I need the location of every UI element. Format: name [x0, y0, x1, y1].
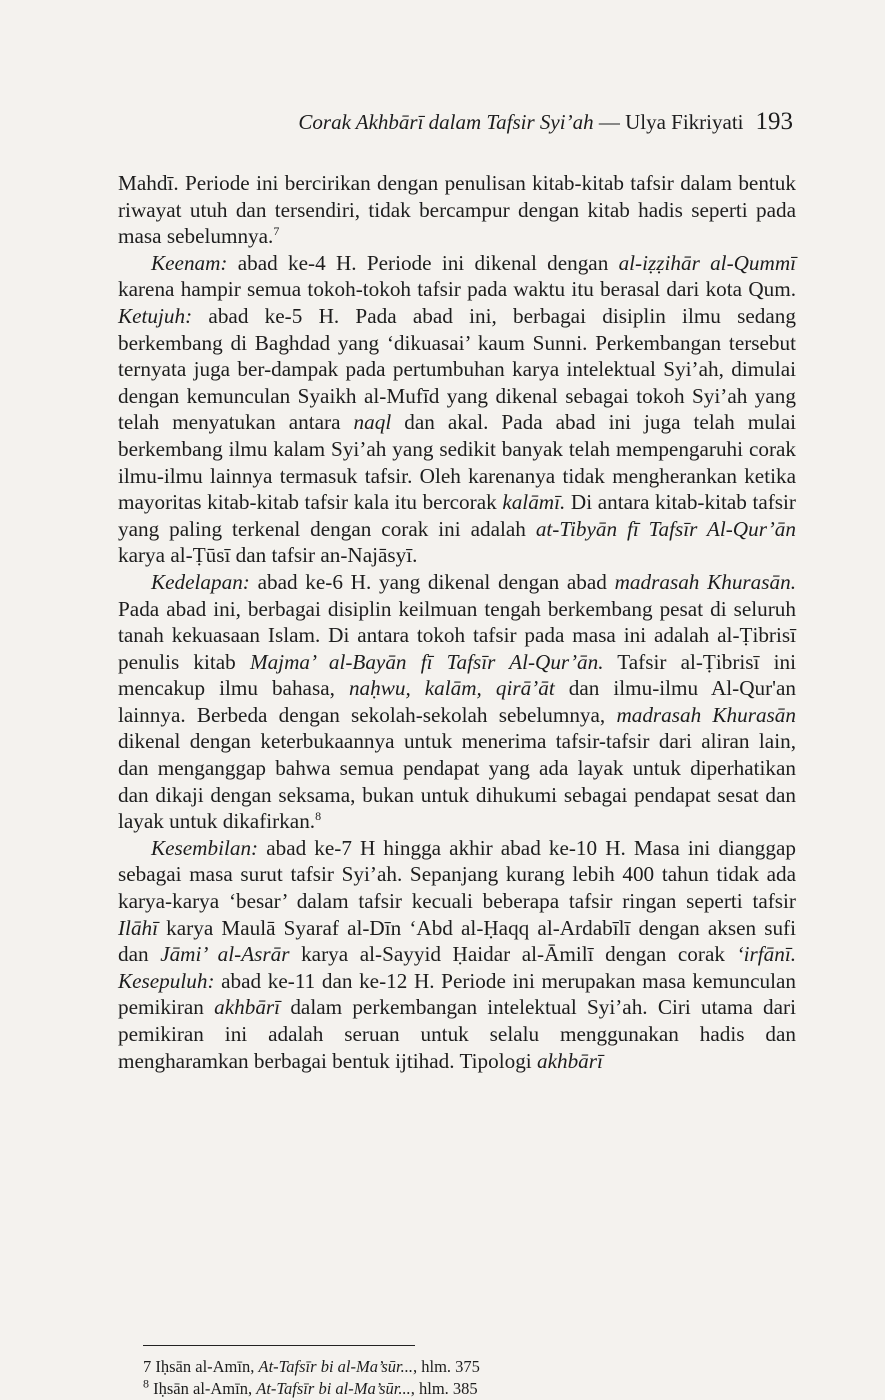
header-author: — Ulya Fikriyati [593, 110, 744, 134]
term: naql [353, 410, 392, 435]
running-header [298, 108, 793, 136]
text-run: Tafsir al-Ṭibrisī ini mencakup ilmu bahasa, [118, 649, 796, 701]
footnote-source-title: At-Tafsīr bi al-Ma’sūr... [256, 1379, 411, 1398]
term: madrasah Khurasān. [614, 569, 796, 594]
term: Majma’ al-Bayān fī Tafsīr Al-Qur’ān. [249, 649, 604, 674]
footnotes [143, 1356, 480, 1400]
text-run: Iḥsān al-Amīn, [151, 1357, 259, 1376]
term: al-iẓẓihār al-Qummī [618, 250, 797, 275]
period-label: Kesembilan: [151, 835, 259, 860]
paragraph-1 [118, 170, 796, 250]
paragraph-4 [118, 835, 796, 1074]
text-run: abad ke-7 H hingga akhir abad ke-10 H. Masa ini dianggap sebagai masa surut tafsir Syi’ah. Sepanjang kurang lebih 400 tahun tidak ada karya-karya ‘besar’ dalam tafsir kecuali beberapa tafsir ringan seperti tafsir [118, 835, 796, 914]
text-run: dan akal. Pada abad ini juga telah mulai berkembang ilmu kalam Syi’ah yang sedikit banyak telah mempengaruhi corak ilmu-ilmu lainnya termasuk tafsir. Oleh karenanya tidak mengherankan ketika mayoritas kitab-kitab tafsir kala itu bercorak [118, 410, 796, 515]
text-run: Mahdī. Periode ini bercirikan dengan penulisan kitab-kitab tafsir dalam bentuk riwayat utuh dan tersendiri, tidak bercampur dengan kitab hadis seperti pada masa sebelumnya. [118, 171, 796, 249]
text-run: Pada abad ini, berbagai disiplin keilmuan tengah berkembang pesat di seluruh tanah kekuasaan Islam. Di antara tokoh tafsir pada masa ini adalah al-Ṭibrisī penulis kitab [118, 596, 796, 674]
text-run: , hlm. 385 [410, 1379, 478, 1398]
footnote-number: 8 [143, 1376, 149, 1391]
page-number: 193 [755, 108, 793, 135]
term: ‘irfānī. [736, 942, 797, 967]
footnote-divider [143, 1345, 415, 1346]
text-run: abad ke-4 H. Periode ini dikenal dengan [227, 250, 619, 275]
term: akhbārī [214, 995, 281, 1020]
paragraph-2 [118, 250, 796, 569]
term: madrasah Khurasān [616, 702, 796, 727]
period-label: Ketujuh: [118, 303, 193, 328]
footnote-7 [143, 1356, 480, 1378]
text-run: abad ke-11 dan ke-12 H. Periode ini merupakan masa kemunculan pemikiran [118, 968, 796, 1020]
paragraph-3 [118, 569, 796, 835]
period-label: Kesepuluh: [118, 968, 215, 993]
text-run: dikenal dengan keterbukaannya untuk menerima tafsir-tafsir dari aliran lain, dan menganggap bahwa semua pendapat yang ada layak untuk diperhatikan dan dikaji dengan seksama, bukan untuk dihukumi sebagai pendapat sesat dan layak untuk dikafirkan. [118, 729, 796, 834]
footnote-number: 7 [143, 1357, 152, 1376]
text-run: Di antara kitab-kitab tafsir yang paling terkenal dengan corak ini adalah [118, 490, 796, 541]
footnote-ref-7: 7 [273, 224, 280, 239]
term: naḥwu, kalām, qirā’āt [348, 676, 555, 701]
footnote-source-title: At-Tafsīr bi al-Ma’sūr... [258, 1357, 413, 1376]
term: at-Tibyān fī Tafsīr Al-Qur’ān [535, 516, 796, 541]
text-run: , hlm. 375 [412, 1357, 480, 1376]
text-run: karya al-Ṭūsī dan tafsir an-Najāsyī. [118, 543, 418, 568]
text-run: abad ke-5 H. Pada abad ini, berbagai disiplin ilmu sedang berkembang di Baghdad yang ‘dikuasai’ kaum Sunni. Perkembangan tersebut ternyata juga ber-dampak pada pertumbuhan karya intelektual Syi’ah, dimulai dengan kemunculan Syaikh al-Mufīd yang dikenal sebagai tokoh Syi’ah yang telah menyatukan antara [118, 303, 796, 435]
text-run: Iḥsān al-Amīn, [149, 1379, 257, 1398]
term: Jāmi’ al-Asrār [160, 942, 290, 967]
text-run: karya Maulā Syaraf al-Dīn ‘Abd al-Ḥaqq al-Ardabīlī dengan aksen sufi dan [118, 915, 796, 967]
text-run: karya al-Sayyid Ḥaidar al-Āmilī dengan corak [289, 942, 737, 967]
term: kalāmī. [502, 490, 566, 515]
footnote-ref-8: 8 [315, 809, 322, 824]
text-run: dan ilmu-ilmu Al-Qur'an lainnya. Berbeda dengan sekolah-sekolah sebelumnya, [118, 676, 796, 727]
body-text [118, 170, 796, 1074]
header-title: Corak Akhbārī dalam Tafsir Syi’ah [298, 110, 594, 134]
text-run: karena hampir semua tokoh-tokoh tafsir pada waktu itu berasal dari kota Qum. [118, 277, 796, 302]
period-label: Keenam: [151, 250, 228, 275]
term: akhbārī [536, 1048, 603, 1073]
text-run: dalam perkembangan intelektual Syi’ah. Ciri utama dari pemikiran ini adalah seruan untuk selalu menggunakan hadis dan mengharamkan berbagai bentuk ijtihad. Tipologi [118, 995, 796, 1073]
text-run: abad ke-6 H. yang dikenal dengan abad [249, 569, 615, 594]
footnote-8 [143, 1378, 480, 1400]
term: Ilāhī [118, 915, 159, 940]
period-label: Kedelapan: [151, 569, 250, 594]
